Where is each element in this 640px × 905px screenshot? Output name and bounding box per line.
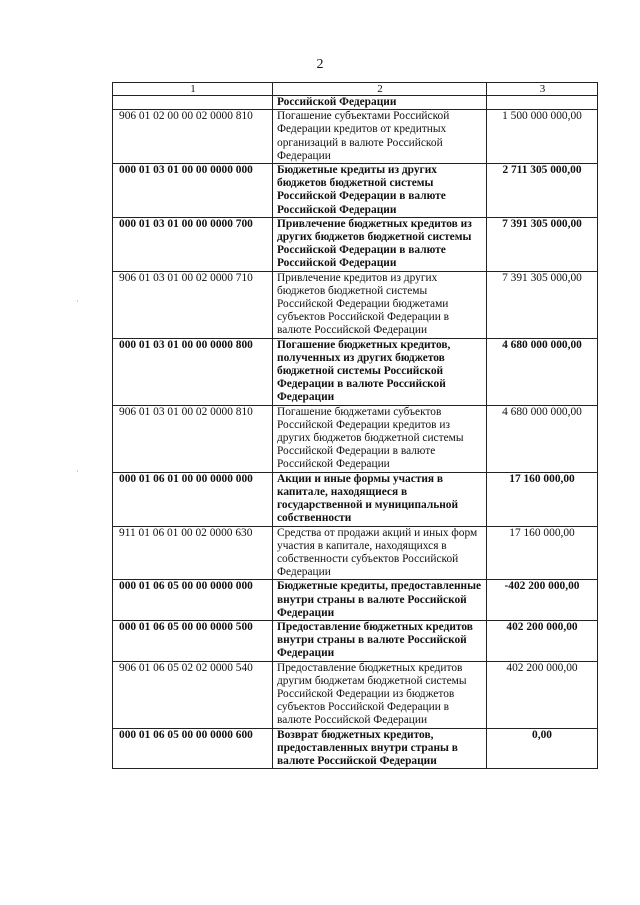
- budget-code-cell: [113, 96, 273, 110]
- item-name-cell: Погашение бюджетных кредитов, полученных из других бюджетов бюджетной системы Российской Федерации в валюте Российской Федерации: [273, 338, 487, 405]
- amount-cell: 4 680 000 000,00: [487, 338, 598, 405]
- budget-code-cell: 000 01 03 01 00 00 0000 700: [113, 217, 273, 271]
- budget-code-cell: 000 01 03 01 00 00 0000 800: [113, 338, 273, 405]
- item-name-cell: Возврат бюджетных кредитов, предоставленных внутри страны в валюте Российской Федерации: [273, 728, 487, 769]
- amount-cell: 7 391 305 000,00: [487, 217, 598, 271]
- budget-code-cell: 000 01 06 01 00 00 0000 000: [113, 472, 273, 526]
- budget-code-cell: 906 01 03 01 00 02 0000 810: [113, 405, 273, 472]
- item-name-cell: Бюджетные кредиты из других бюджетов бюджетной системы Российской Федерации в валюте Российской Федерации: [273, 164, 487, 218]
- budget-code-cell: 906 01 03 01 00 02 0000 710: [113, 271, 273, 338]
- table-row: [113, 728, 598, 769]
- column-header: 3: [487, 83, 598, 96]
- table-row: [113, 526, 598, 580]
- amount-cell: 4 680 000 000,00: [487, 405, 598, 472]
- amount-cell: 0,00: [487, 728, 598, 769]
- item-name-cell: Бюджетные кредиты, предоставленные внутри страны в валюте Российской Федерации: [273, 580, 487, 621]
- budget-code-cell: 906 01 02 00 00 02 0000 810: [113, 110, 273, 164]
- amount-cell: 2 711 305 000,00: [487, 164, 598, 218]
- amount-cell: 17 160 000,00: [487, 472, 598, 526]
- amount-cell: [487, 96, 598, 110]
- item-name-cell: Погашение субъектами Российской Федерации кредитов от кредитных организаций в валюте Российской Федерации: [273, 110, 487, 164]
- table-row: [113, 580, 598, 621]
- table-row: [113, 338, 598, 405]
- table-row: [113, 472, 598, 526]
- table-row: [113, 217, 598, 271]
- item-name-cell: Акции и иные формы участия в капитале, находящиеся в государственной и муниципальной собственности: [273, 472, 487, 526]
- table-row: [113, 96, 598, 110]
- table-row: [113, 661, 598, 728]
- item-name-cell: Российской Федерации: [273, 96, 487, 110]
- budget-code-cell: 906 01 06 05 02 02 0000 540: [113, 661, 273, 728]
- column-header: 1: [113, 83, 273, 96]
- table-header-row: [113, 83, 598, 96]
- item-name-cell: Предоставление бюджетных кредитов другим бюджетам бюджетной системы Российской Федерации из бюджетов субъектов Российской Федерации в валюте Российской Федерации: [273, 661, 487, 728]
- column-header: 2: [273, 83, 487, 96]
- budget-code-cell: 000 01 06 05 00 00 0000 500: [113, 620, 273, 661]
- budget-code-cell: 911 01 06 01 00 02 0000 630: [113, 526, 273, 580]
- amount-cell: -402 200 000,00: [487, 580, 598, 621]
- amount-cell: 7 391 305 000,00: [487, 271, 598, 338]
- budget-code-cell: 000 01 06 05 00 00 0000 000: [113, 580, 273, 621]
- table-row: [113, 110, 598, 164]
- table-row: [113, 271, 598, 338]
- table-row: [113, 164, 598, 218]
- item-name-cell: Погашение бюджетами субъектов Российской Федерации кредитов из других бюджетов бюджетной системы Российской Федерации в валюте Российской Федерации: [273, 405, 487, 472]
- page-number: 2: [316, 57, 324, 72]
- budget-sources-table: [112, 82, 598, 769]
- amount-cell: 402 200 000,00: [487, 661, 598, 728]
- table-row: [113, 405, 598, 472]
- budget-code-cell: 000 01 03 01 00 00 0000 000: [113, 164, 273, 218]
- item-name-cell: Привлечение кредитов из других бюджетов бюджетной системы Российской Федерации бюджетами субъектов Российской Федерации в валюте Российской Федерации: [273, 271, 487, 338]
- table-row: [113, 620, 598, 661]
- item-name-cell: Средства от продажи акций и иных форм участия в капитале, находящихся в собственности субъектов Российской Федерации: [273, 526, 487, 580]
- budget-code-cell: 000 01 06 05 00 00 0000 600: [113, 728, 273, 769]
- amount-cell: 402 200 000,00: [487, 620, 598, 661]
- scan-mark: [77, 470, 78, 472]
- amount-cell: 1 500 000 000,00: [487, 110, 598, 164]
- amount-cell: 17 160 000,00: [487, 526, 598, 580]
- item-name-cell: Предоставление бюджетных кредитов внутри страны в валюте Российской Федерации: [273, 620, 487, 661]
- item-name-cell: Привлечение бюджетных кредитов из других бюджетов бюджетной системы Российской Федерации в валюте Российской Федерации: [273, 217, 487, 271]
- scan-mark: [77, 300, 78, 302]
